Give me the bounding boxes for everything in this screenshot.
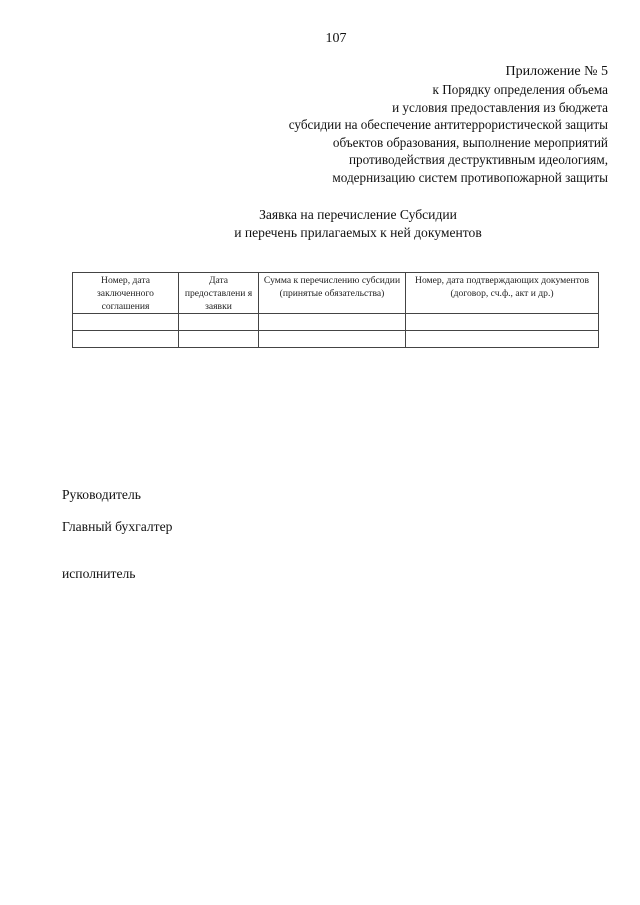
appendix-line: и условия предоставления из бюджета [392, 99, 608, 115]
column-header-agreement: Номер, дата заключенного соглашения [73, 273, 179, 314]
document-title [0, 206, 640, 241]
column-header-documents: Номер, дата подтверждающих документов (договор, сч.ф., акт и др.) [406, 273, 599, 314]
document-title-line: Заявка на перечисление Субсидии [259, 207, 457, 222]
column-header-amount: Сумма к перечислению субсидии (принятые обязательства) [259, 273, 406, 314]
table-cell [73, 331, 179, 348]
appendix-block [289, 62, 608, 187]
appendix-line: субсидии на обеспечение антитеррористической защиты [288, 117, 608, 133]
table-header-row [73, 273, 599, 314]
column-header-request-date: Дата предоставлени я заявки [179, 273, 259, 314]
table-cell [179, 331, 259, 348]
appendix-line: противодействия деструктивным идеологиям, [348, 152, 608, 168]
signature-accountant-label: Главный бухгалтер [62, 519, 173, 534]
appendix-title: Приложение № 5 [505, 64, 608, 79]
page-number: 107 [325, 31, 347, 46]
table-cell [73, 314, 179, 331]
signature-executor-label: исполнитель [62, 566, 136, 581]
table-cell [406, 314, 599, 331]
table-row [73, 314, 599, 331]
documents-table [72, 272, 599, 348]
appendix-line: к Порядку определения объема [432, 82, 608, 97]
document-title-line: и перечень прилагаемых к ней документов [234, 224, 482, 240]
table-cell [259, 314, 406, 331]
appendix-line: модернизацию систем противопожарной защиты [332, 169, 608, 185]
table-cell [406, 331, 599, 348]
appendix-line: объектов образования, выполнение мероприятий [332, 134, 608, 150]
table-cell [259, 331, 406, 348]
table-row [73, 331, 599, 348]
table-cell [179, 314, 259, 331]
signature-head-label: Руководитель [62, 487, 141, 502]
